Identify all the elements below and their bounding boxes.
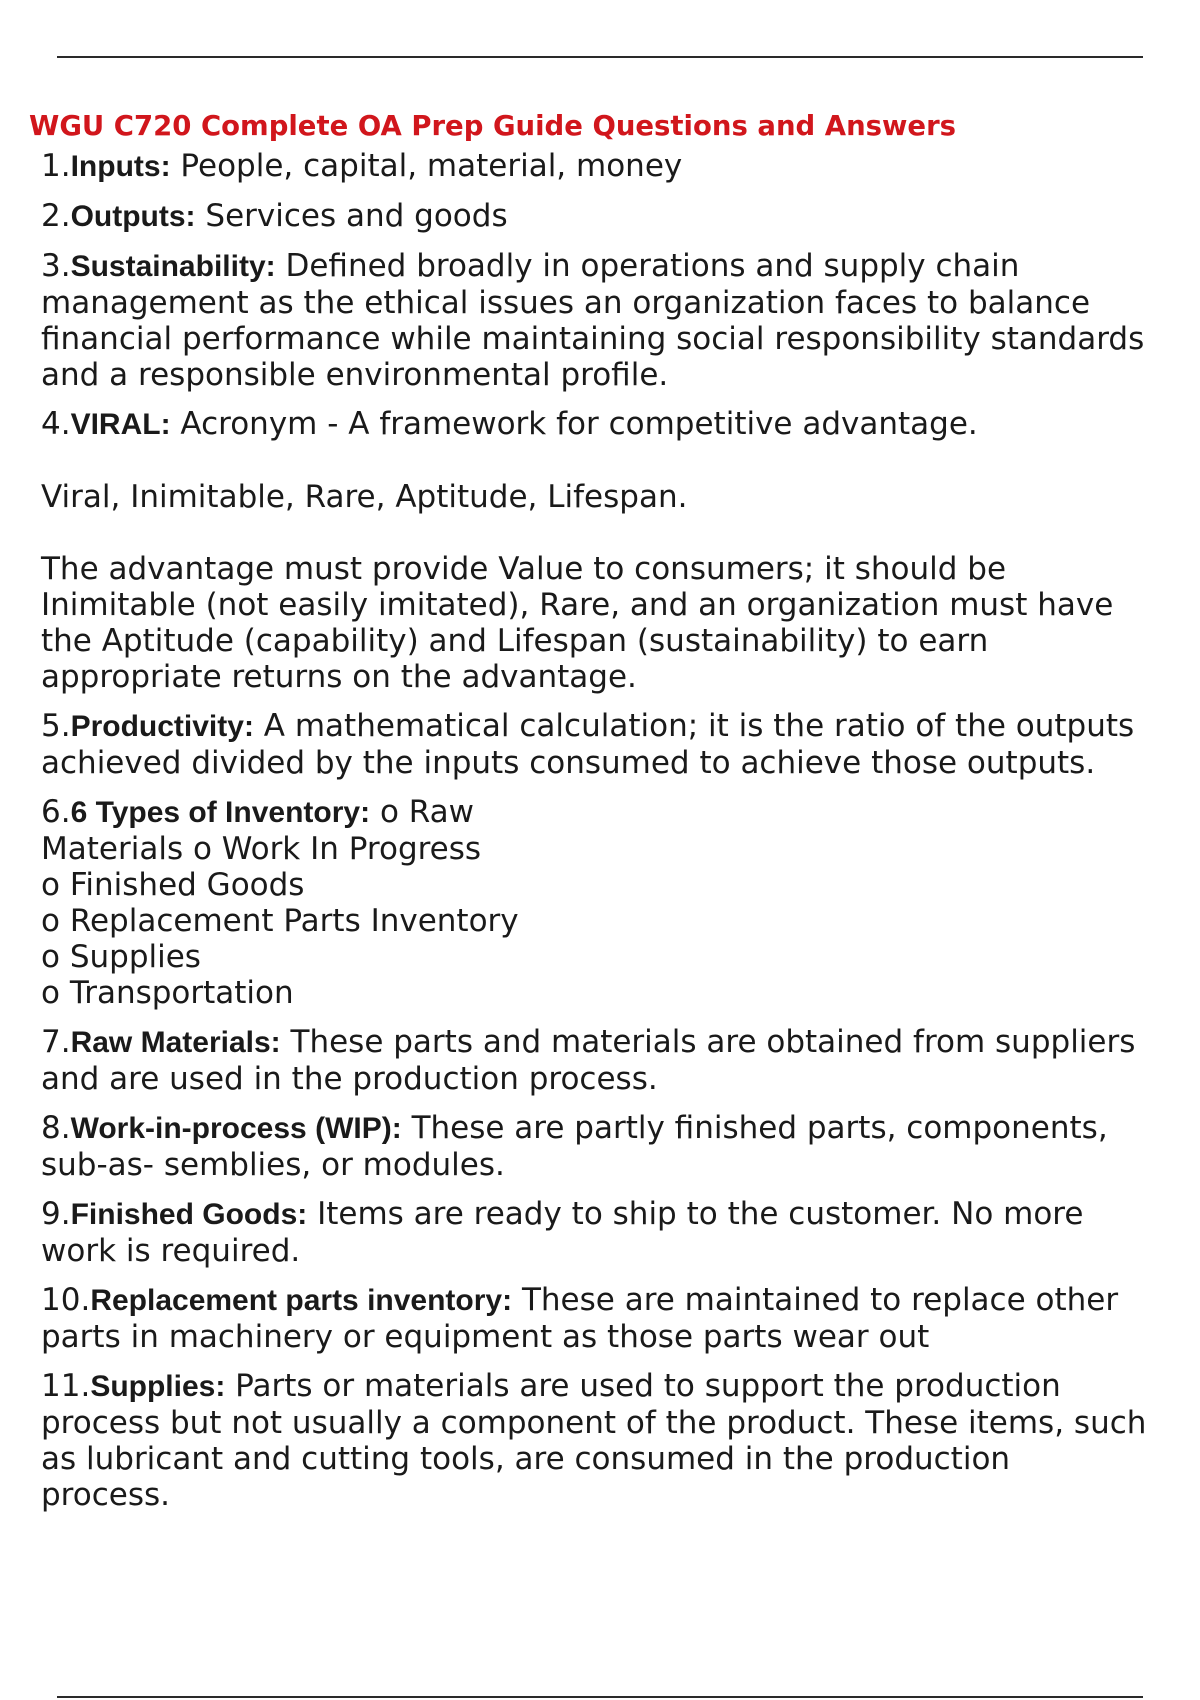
item-text-line: o Raw <box>370 794 474 830</box>
item-number: 11. <box>41 1368 91 1404</box>
footer-rule <box>57 1696 1143 1698</box>
item-number: 2. <box>41 198 71 234</box>
qa-item <box>41 794 1191 1011</box>
item-text-line: These are partly finished parts, components, <box>401 1110 1108 1146</box>
item-term: Productivity: <box>70 710 254 743</box>
item-term: Supplies: <box>90 1370 226 1403</box>
qa-item <box>41 406 1191 695</box>
item-paragraph-line: Viral, Inimitable, Rare, Aptitude, Lifespan. <box>41 479 688 515</box>
item-term: Replacement parts inventory: <box>90 1284 513 1317</box>
item-text-line: o Finished Goods <box>41 867 305 903</box>
item-text-line: financial performance while maintaining social responsibility standards <box>41 321 1145 357</box>
qa-item <box>41 1368 1191 1513</box>
item-number: 7. <box>41 1024 71 1060</box>
item-term: Sustainability: <box>70 250 276 283</box>
qa-list <box>41 148 1191 1526</box>
item-text-line: o Supplies <box>41 939 201 975</box>
document-title: WGU C720 Complete OA Prep Guide Questions and Answers <box>29 110 957 142</box>
item-term: VIRAL: <box>70 408 171 441</box>
item-text-line: Acronym - A framework for competitive advantage. <box>170 406 978 442</box>
item-number: 10. <box>41 1282 91 1318</box>
item-number: 5. <box>41 708 71 744</box>
qa-item <box>41 708 1191 781</box>
item-paragraph-line: Inimitable (not easily imitated), Rare, and an organization must have <box>41 587 1114 623</box>
item-number: 9. <box>41 1196 71 1232</box>
item-term: Inputs: <box>70 150 171 183</box>
item-text-line: These are maintained to replace other <box>512 1282 1119 1318</box>
header-rule <box>57 56 1143 58</box>
item-number: 1. <box>41 148 71 184</box>
item-text-line: Defined broadly in operations and supply chain <box>275 248 1020 284</box>
item-text-line: as lubricant and cutting tools, are consumed in the production <box>41 1441 1011 1477</box>
item-text-line: parts in machinery or equipment as those parts wear out <box>41 1319 930 1355</box>
item-text-line: work is required. <box>41 1233 301 1269</box>
item-text-line: process. <box>41 1477 170 1513</box>
item-text-line: sub-as- semblies, or modules. <box>41 1147 505 1183</box>
item-paragraph-line: The advantage must provide Value to consumers; it should be <box>41 551 1007 587</box>
item-number: 6. <box>41 794 71 830</box>
item-term: Finished Goods: <box>70 1198 308 1231</box>
item-text-line: People, capital, material, money <box>170 148 683 184</box>
qa-item <box>41 148 1191 185</box>
item-term: 6 Types of Inventory: <box>70 796 371 829</box>
item-term: Work-in-process (WIP): <box>70 1112 402 1145</box>
item-paragraph-line: the Aptitude (capability) and Lifespan (sustainability) to earn <box>41 623 989 659</box>
item-text-line: and a responsible environmental profile. <box>41 357 669 393</box>
qa-item <box>41 198 1191 235</box>
item-number: 4. <box>41 406 71 442</box>
qa-item <box>41 248 1191 393</box>
item-text-line: A mathematical calculation; it is the ratio of the outputs <box>253 708 1135 744</box>
item-paragraph-line: appropriate returns on the advantage. <box>41 659 637 695</box>
item-text-line: Services and goods <box>195 198 508 234</box>
qa-item <box>41 1110 1191 1183</box>
qa-item <box>41 1282 1191 1355</box>
item-term: Outputs: <box>70 200 196 233</box>
item-number: 3. <box>41 248 71 284</box>
item-number: 8. <box>41 1110 71 1146</box>
item-text-line: process but not usually a component of the product. These items, such <box>41 1405 1147 1441</box>
item-term: Raw Materials: <box>70 1026 281 1059</box>
qa-item <box>41 1024 1191 1097</box>
item-text-line: and are used in the production process. <box>41 1061 658 1097</box>
item-text-line: Materials o Work In Progress <box>41 831 482 867</box>
item-text-line: o Transportation <box>41 975 294 1011</box>
item-text-line: achieved divided by the inputs consumed to achieve those outputs. <box>41 745 1096 781</box>
item-text-line: Items are ready to ship to the customer. No more <box>307 1196 1084 1232</box>
item-text-line: o Replacement Parts Inventory <box>41 903 519 939</box>
qa-item <box>41 1196 1191 1269</box>
item-text-line: These parts and materials are obtained from suppliers <box>280 1024 1136 1060</box>
item-text-line: Parts or materials are used to support the production <box>225 1368 1061 1404</box>
item-text-line: management as the ethical issues an organization faces to balance <box>41 285 1091 321</box>
